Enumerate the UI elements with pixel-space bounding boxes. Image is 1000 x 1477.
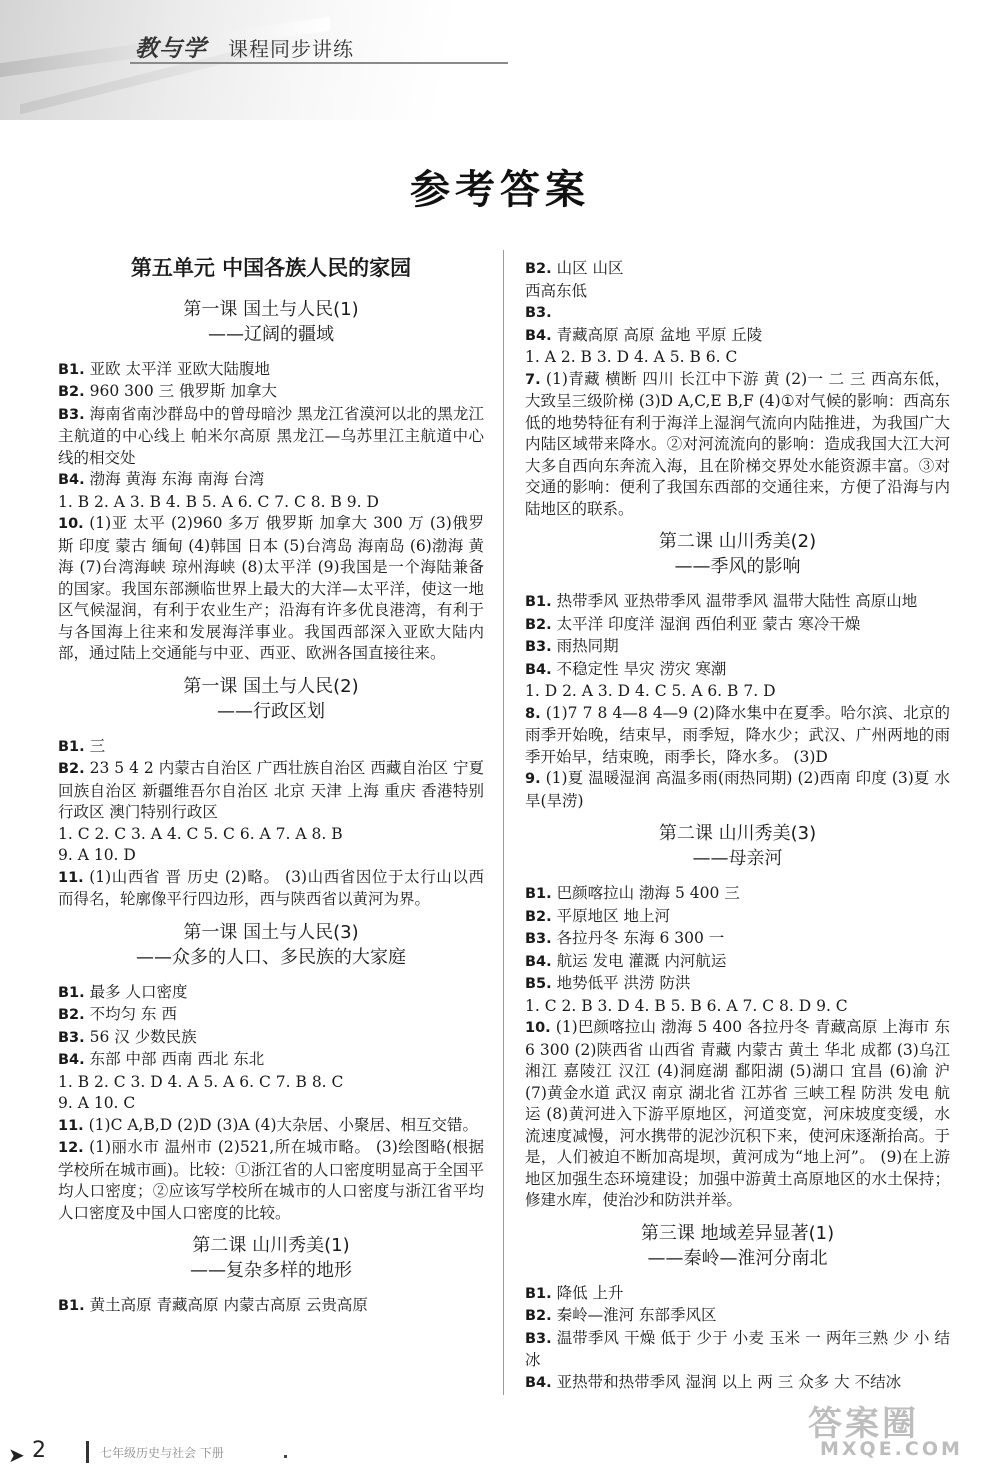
answer-text: 亚欧 太平洋 亚欧大陆腹地 xyxy=(89,359,270,378)
answer-label: B3. xyxy=(525,305,552,321)
section-gap xyxy=(58,911,484,920)
lesson-heading: 第一课 国土与人民(3) xyxy=(183,921,359,943)
brand-logo: 教与学 xyxy=(135,35,207,62)
answer-text: 9. A 10. D xyxy=(58,846,136,864)
answer-text: 航运 发电 灌溉 内河航运 xyxy=(556,951,727,970)
answer-text: 巴颜喀拉山 渤海 5 400 三 xyxy=(556,884,740,902)
answer-line xyxy=(525,883,950,906)
header-subtitle: 课程同步讲练 xyxy=(228,37,354,61)
answer-text: 海南省南沙群岛中的曾母暗沙 黑龙江省漠河以北的黑龙江主航道的中心线上 帕米尔高原 黑龙江—乌苏里江主航道中心线的相交处 xyxy=(58,404,484,467)
answer-line xyxy=(525,636,950,659)
answer-label: B3. xyxy=(525,1330,552,1347)
answer-line xyxy=(58,404,484,470)
watermark-logo xyxy=(808,1396,976,1468)
answer-line xyxy=(58,359,484,382)
answer-line xyxy=(58,824,484,846)
lesson-subtitle: ——行政区划 xyxy=(217,700,325,722)
section-gap xyxy=(525,520,950,529)
answer-line xyxy=(525,951,950,974)
answer-label: B5. xyxy=(525,976,552,992)
answer-label: B1. xyxy=(525,594,552,610)
answer-text: 热带季风 亚热带季风 温带季风 温带大陆性 高原山地 xyxy=(556,592,918,610)
answer-label: B4. xyxy=(58,472,85,488)
answer-text: 地势低平 洪涝 防洪 xyxy=(556,974,691,992)
answer-label: B2. xyxy=(58,384,85,400)
answer-line xyxy=(525,1283,950,1306)
answer-line xyxy=(58,381,484,404)
answer-line xyxy=(58,867,484,911)
answer-line xyxy=(525,347,950,369)
answer-text: 秦岭—淮河 东部季风区 xyxy=(556,1306,717,1324)
lesson-heading: 第一课 国土与人民(1) xyxy=(183,298,359,320)
answer-text: 黄土高原 青藏高原 内蒙古高原 云贵高原 xyxy=(89,1296,368,1314)
answer-label: B4. xyxy=(58,1052,85,1068)
answer-line xyxy=(58,492,484,514)
answer-line xyxy=(525,1328,950,1372)
lesson-subtitle: ——复杂多样的地形 xyxy=(190,1260,352,1281)
answer-label: 12. xyxy=(58,1140,84,1156)
lesson-heading: 第二课 山川秀美(2) xyxy=(658,531,817,552)
answer-line xyxy=(525,258,950,281)
answer-label: B2. xyxy=(525,1308,552,1324)
answer-text: 亚热带和热带季风 湿润 以上 两 三 众多 大 不结冰 xyxy=(556,1372,902,1391)
answer-line xyxy=(58,513,484,665)
answer-label: B2. xyxy=(525,261,552,277)
answer-label: B2. xyxy=(58,1007,85,1023)
lesson-subtitle: ——辽阔的疆域 xyxy=(208,323,334,345)
answer-line xyxy=(58,982,484,1005)
lesson-heading: 第一课 国土与人民(2) xyxy=(183,675,359,697)
answer-text: (1)巴颜喀拉山 渤海 5 400 各拉丹冬 青藏高原 上海市 东 6 300 (2)陕西省 山西省 青藏 内蒙古 黄土 华北 成都 (3)乌江 湘江 嘉陵江 汉江 (4)洞庭湖 鄱阳湖 (5)湖口 宜昌 (6)渝 沪 (7)黄金水道 武汉 南京 湖北省 江苏省 三峡工程 防洪 发电 航运 (8)黄河进入下游平原地区，河道变宽，河床坡度变缓，水流速度减慢，河水携带的泥沙沉积下来，使河床逐渐抬高。于是，人们被迫不断加高堤坝，黄河成为“地上河”。 (9)在上游地区加强生态环境建设；加强中游黄土高原地区的水土保持；修建水库，使治沙和防洪并举。 xyxy=(525,1018,950,1209)
section-gap xyxy=(58,1224,484,1233)
answer-line xyxy=(525,973,950,996)
answer-line xyxy=(525,659,950,682)
answer-label: 8. xyxy=(525,705,541,722)
answer-line xyxy=(525,325,950,348)
answer-text: 不均匀 东 西 xyxy=(89,1005,177,1023)
answer-label: B4. xyxy=(525,953,552,970)
unit-heading: 第五单元 中国各族人民的家园 xyxy=(130,256,412,280)
answer-label: 11. xyxy=(58,869,84,886)
answer-line xyxy=(525,928,950,951)
answer-label: B3. xyxy=(58,1029,85,1046)
answer-label: B3. xyxy=(525,931,552,947)
answer-line xyxy=(525,681,950,703)
book-label: 七年级历史与社会 下册 xyxy=(100,1446,224,1460)
answer-text: 三 xyxy=(89,736,106,755)
answer-text: 1. C 2. C 3. A 4. C 5. C 6. A 7. A 8. B xyxy=(58,824,343,843)
answer-line xyxy=(58,758,484,824)
answer-line xyxy=(525,591,950,614)
answer-text: 9. A 10. C xyxy=(58,1094,136,1112)
section-gap xyxy=(58,665,484,674)
answer-line xyxy=(58,1004,484,1027)
answer-text: 1. A 2. B 3. D 4. A 5. B 6. C xyxy=(525,348,738,366)
lesson-subtitle: ——秦岭—淮河分南北 xyxy=(647,1247,828,1269)
answer-line xyxy=(525,281,950,303)
answer-label: B4. xyxy=(525,1374,552,1391)
answer-text: 平原地区 地上河 xyxy=(556,906,671,925)
answer-label: 11. xyxy=(58,1117,84,1134)
answer-label: 7. xyxy=(525,371,541,388)
answer-line xyxy=(525,703,950,769)
answer-text: 1. B 2. A 3. B 4. B 5. A 6. C 7. C 8. B 9. D xyxy=(58,492,379,511)
answer-text: 23 5 4 2 内蒙古自治区 广西壮族自治区 西藏自治区 宁夏回族自治区 新疆维吾尔自治区 北京 天津 上海 重庆 香港特别行政区 澳门特别行政区 xyxy=(58,759,484,821)
answer-text: 56 汉 少数民族 xyxy=(89,1027,197,1046)
lesson-heading: 第二课 山川秀美(1) xyxy=(192,1235,350,1256)
answer-line xyxy=(525,1372,950,1395)
page-arrow-icon: ➤ xyxy=(8,1443,25,1467)
answer-label: B1. xyxy=(58,361,85,378)
answer-text: (1)青藏 横断 四川 长江中下游 黄 (2)一 二 三 西高东低，大致呈三级阶梯 (3)D A,C,E B,F (4)①对气候的影响：西高东低的地势特征有利于海洋上湿润气流向内陆推进，为我国广大内陆区域带来降水。②对河流流向的影响：造成我国大江大河大多自西向东奔流入海，且在阶梯交界处水能资源丰富。③对交通的影响：便利了我国东西部的交通往来，方便了沿海与内陆地区的联系。 xyxy=(525,369,950,518)
answer-text: (1)丽水市 温州市 (2)521,所在城市略。 (3)绘图略(根据学校所在城市画)。比较：①浙江省的人口密度明显高于全国平均人口密度；②应该写学校所在城市的人口密度与浙江省平均人口密度及中国人口密度的比较。 xyxy=(58,1138,484,1222)
answer-label: B2. xyxy=(525,908,552,925)
answer-label: B2. xyxy=(525,616,552,633)
watermark-url: MXQE.COM xyxy=(820,1438,963,1460)
answer-text: 雨热同期 xyxy=(556,637,619,655)
answer-line xyxy=(58,1072,484,1094)
answer-label: B1. xyxy=(525,1285,552,1302)
answer-label: 9. xyxy=(525,771,541,787)
answer-text: 1. B 2. C 3. D 4. A 5. A 6. C 7. B 8. C xyxy=(58,1072,344,1091)
answer-line xyxy=(58,1295,484,1318)
watermark-text: 答案圈 xyxy=(808,1404,919,1444)
answer-text: 太平洋 印度洋 湿润 西伯利亚 蒙古 寒冷干燥 xyxy=(556,614,861,633)
lesson-heading: 第三课 地域差异显著(1) xyxy=(640,1222,835,1244)
answer-text: 不稳定性 旱灾 涝灾 寒潮 xyxy=(556,659,727,678)
answer-label: B2. xyxy=(58,761,85,777)
page-title: 参考答案 xyxy=(410,166,590,213)
page-number: 2 xyxy=(32,1438,46,1463)
answer-line xyxy=(525,1017,950,1212)
answer-line xyxy=(58,1049,484,1072)
answer-text: 山区 山区 xyxy=(556,259,624,277)
answer-label: 10. xyxy=(525,1020,551,1036)
answer-label: B4. xyxy=(525,327,552,344)
answer-line xyxy=(58,1093,484,1115)
answer-label: B1. xyxy=(58,984,85,1001)
lesson-subtitle: ——季风的影响 xyxy=(674,556,801,577)
answer-line xyxy=(525,614,950,637)
lesson-subtitle: ——众多的人口、多民族的大家庭 xyxy=(136,946,406,968)
answer-text: 各拉丹冬 东海 6 300 一 xyxy=(556,929,725,947)
answer-label: B1. xyxy=(525,886,552,902)
answer-text: 1. C 2. B 3. D 4. B 5. B 6. A 7. C 8. D 9. C xyxy=(525,996,848,1015)
column-divider xyxy=(503,250,504,1395)
left-column xyxy=(58,258,484,1318)
answer-line xyxy=(525,369,950,521)
answer-text: 渤海 黄海 东海 南海 台湾 xyxy=(89,470,265,488)
answer-text: (1)亚 太平 (2)960 多万 俄罗斯 加拿大 300 万 (3)俄罗斯 印度 蒙古 缅甸 (4)韩国 日本 (5)台湾岛 海南岛 (6)渤海 黄海 (7)台湾海峡 琼州海峡 (8)太平洋 (9)我国是一个海陆兼备的国家。我国东部濒临世界上最大的大洋—太平洋，使这一地区气候湿润，有利于农业生产；沿海有许多优良港湾，有利于与各国海上往来和发展海洋事业。我国西部深入亚欧大陆内部，通过陆上交通能与中亚、西亚、欧洲各国直接往来。 xyxy=(58,514,484,662)
answer-line xyxy=(58,469,484,492)
answer-line xyxy=(525,768,950,812)
answer-label: B4. xyxy=(525,661,552,678)
answer-line xyxy=(525,996,950,1018)
answer-line xyxy=(525,302,950,325)
lesson-heading: 第二课 山川秀美(3) xyxy=(658,823,817,844)
answer-line xyxy=(58,1027,484,1050)
answer-line xyxy=(525,906,950,929)
answer-line xyxy=(58,736,484,759)
answer-label: B3. xyxy=(58,406,85,423)
answer-text: 青藏高原 高原 盆地 平原 丘陵 xyxy=(556,325,763,344)
lesson-subtitle: ——母亲河 xyxy=(692,848,783,869)
answer-text: (1)山西省 晋 历史 (2)略。 (3)山西省因位于太行山以西而得名，轮廓像平行四边形，西与陕西省以黄河为界。 xyxy=(58,867,484,908)
answer-text: (1)C A,B,D (2)D (3)A (4)大杂居、小聚居、相互交错。 xyxy=(88,1115,479,1134)
answer-text: (1)7 7 8 4—8 4—9 (2)降水集中在夏季。哈尔滨、北京的雨季开始晚，结束早，雨季短，降水少；武汉、广州两地的雨季开始早，结束晚，雨季长，降水多。 (3)D xyxy=(525,703,950,766)
answer-line xyxy=(58,845,484,867)
answer-text: 960 300 三 俄罗斯 加拿大 xyxy=(89,382,277,400)
answer-text: 最多 人口密度 xyxy=(89,982,188,1001)
answer-label: 10. xyxy=(58,516,84,532)
answer-label: B1. xyxy=(58,738,85,755)
right-column xyxy=(525,258,950,1394)
answer-line xyxy=(525,1305,950,1328)
answer-text: 温带季风 干燥 低于 少于 小麦 玉米 一 两年三熟 少 小 结冰 xyxy=(525,1328,950,1369)
section-gap xyxy=(525,1212,950,1221)
footer-dot xyxy=(284,1455,287,1458)
answer-line xyxy=(58,1137,484,1224)
answer-text: (1)夏 温暖湿润 高温多雨(雨热同期) (2)西南 印度 (3)夏 水旱(旱涝) xyxy=(525,769,950,810)
answer-text: 西高东低 xyxy=(525,281,588,300)
answer-text: 东部 中部 西南 西北 东北 xyxy=(89,1050,265,1068)
answer-text: 1. D 2. A 3. D 4. C 5. A 6. B 7. D xyxy=(525,682,776,700)
answer-line xyxy=(58,1115,484,1138)
answer-label: B1. xyxy=(58,1298,85,1314)
section-gap xyxy=(525,812,950,821)
footer-divider xyxy=(86,1441,89,1463)
answer-label: B3. xyxy=(525,639,552,655)
answer-text: 降低 上升 xyxy=(556,1283,624,1302)
